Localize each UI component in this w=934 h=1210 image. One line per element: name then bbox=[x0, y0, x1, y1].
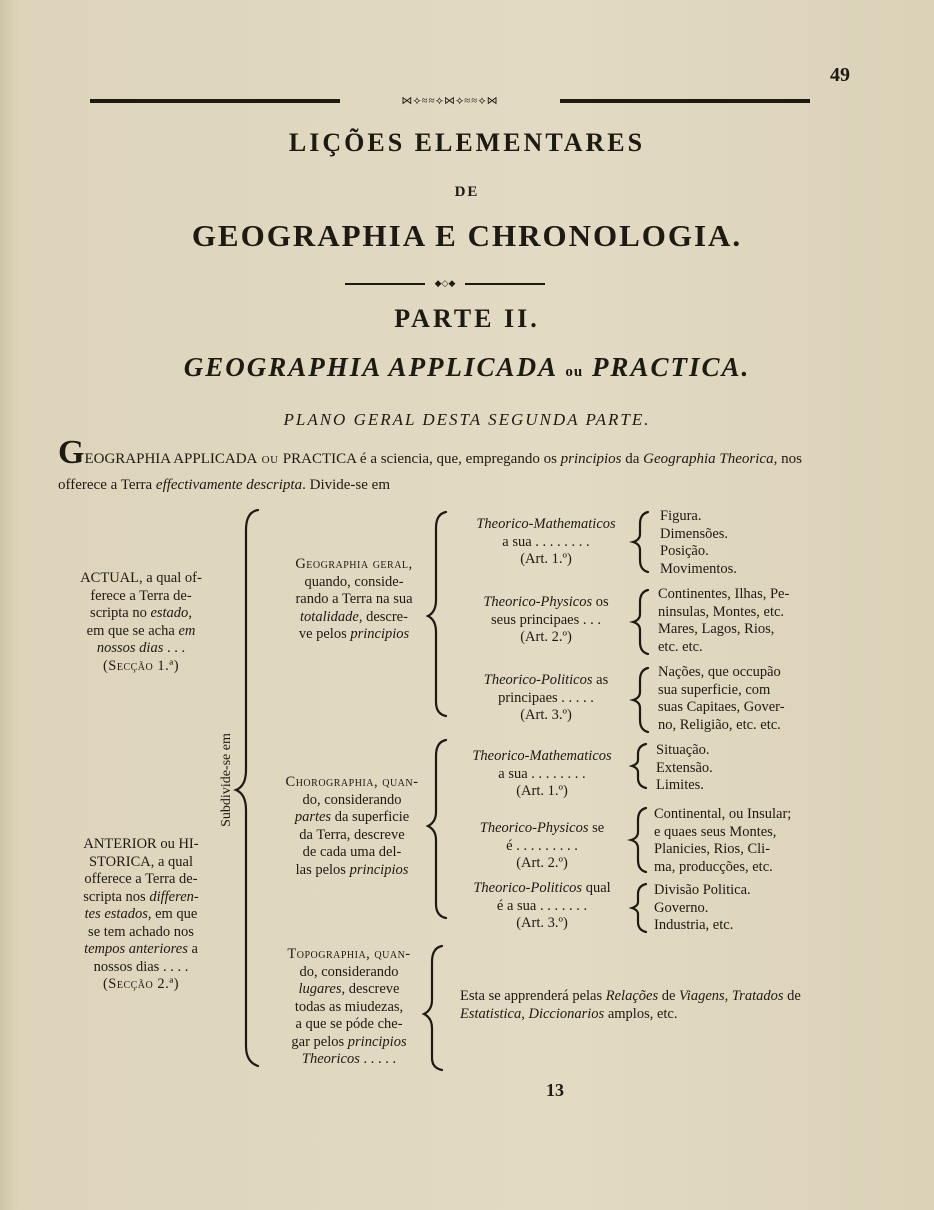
brace-r2 bbox=[633, 590, 648, 654]
choro-theorico-politicos: Theorico-Politicos qual é a sua . . . . . . . (Art. 3.º) bbox=[473, 880, 611, 931]
actual-description: ACTUAL, a qual of- ferece a Terra de- scripta no estado, em que se acha em nossos dias . . . (Secção 1.ª) bbox=[80, 570, 202, 674]
small-ornamental-rule: ◆◇◆ bbox=[345, 281, 545, 287]
drop-cap: G bbox=[58, 434, 85, 471]
geographia-applicada-heading: GEOGRAPHIA APPLICADA ou PRACTICA. bbox=[183, 352, 751, 382]
parte-heading: PARTE II. bbox=[394, 304, 540, 333]
brace-r6 bbox=[632, 884, 646, 932]
choro-theorico-mathematicos: Theorico-Mathematicos a sua . . . . . . . . (Art. 1.º) bbox=[472, 748, 612, 799]
result-geral-politicos: Nações, que occupão sua superficie, com suas Capitaes, Gover- no, Religião, etc. etc. bbox=[658, 664, 785, 733]
result-choro-physicos: Continental, ou Insular; e quaes seus Montes, Planicies, Rios, Cli- ma, producções, etc. bbox=[654, 806, 792, 875]
result-choro-mathematicos: Situação. Extensão. Limites. bbox=[656, 742, 713, 793]
geral-theorico-mathematicos: Theorico-Mathematicos a sua . . . . . . . . (Art. 1.º) bbox=[476, 516, 616, 567]
ornament-center: ⋈⟡≈≈⟡⋈⟡≈≈⟡⋈ bbox=[401, 95, 499, 107]
geral-theorico-physicos: Theorico-Physicos os seus principaes . . . (Art. 2.º) bbox=[483, 594, 609, 645]
topographia-description: Topographia, quan- do, considerando lugares, descreve todas as miudezas, a que se póde che- gar pelos principios Theoricos . . . . . bbox=[287, 946, 411, 1067]
anterior-description: ANTERIOR ou HI- STORICA, a qual offerece a Terra de- scripta nos differen- tes estados, em que se tem achado nos tempos anteriores a nossos dias . . . . (Secção 2.ª) bbox=[83, 836, 199, 992]
result-choro-politicos: Divisão Politica. Governo. Industria, etc. bbox=[654, 882, 751, 933]
top-ornamental-rule bbox=[90, 96, 810, 106]
intro-paragraph: GEOGRAPHIA APPLICADA ou PRACTICA é a sciencia, que, empregando os principios da Geographia Theorica, nos offerece a Terra effectivamente descripta. Divide-se em bbox=[58, 434, 802, 493]
brace-r1 bbox=[633, 512, 648, 572]
brace-r5 bbox=[631, 808, 646, 872]
subdivide-vertical-label: Subdivide-se em bbox=[219, 733, 234, 827]
geographia-geral-description: Geographia geral, quando, conside- rando a Terra na sua totalidade, descre- ve pelos principios bbox=[295, 556, 413, 642]
brace-main bbox=[236, 510, 258, 1066]
chorographia-description: Chorographia, quan- do, considerando partes da superficie da Terra, descreve de cada uma del- las pelos principios bbox=[285, 774, 419, 878]
printer-signature: 13 bbox=[546, 1080, 564, 1100]
title-licoes: LIÇÕES ELEMENTARES bbox=[288, 128, 646, 157]
result-geral-physicos: Continentes, Ilhas, Pe- ninsulas, Montes, etc. Mares, Lagos, Rios, etc. etc. bbox=[658, 586, 790, 655]
plano-geral-heading: PLANO GERAL DESTA SEGUNDA PARTE. bbox=[283, 410, 651, 429]
title-de: DE bbox=[454, 184, 480, 200]
title-geographia-chronologia: GEOGRAPHIA E CHRONOLOGIA. bbox=[191, 218, 743, 253]
brace-r4 bbox=[632, 744, 646, 788]
result-geral-mathematicos: Figura. Dimensões. Posição. Movimentos. bbox=[660, 508, 737, 577]
geral-theorico-politicos: Theorico-Politicos as principaes . . . . . (Art. 3.º) bbox=[483, 672, 609, 723]
page-number: 49 bbox=[830, 64, 850, 86]
brace-r3 bbox=[633, 668, 648, 732]
choro-theorico-physicos: Theorico-Physicos se é . . . . . . . . . (Art. 2.º) bbox=[479, 820, 605, 871]
topographia-result: Esta se apprenderá pelas Relações de Viagens, Tratados de Estatistica, Diccionarios amplos, etc. bbox=[460, 988, 801, 1022]
